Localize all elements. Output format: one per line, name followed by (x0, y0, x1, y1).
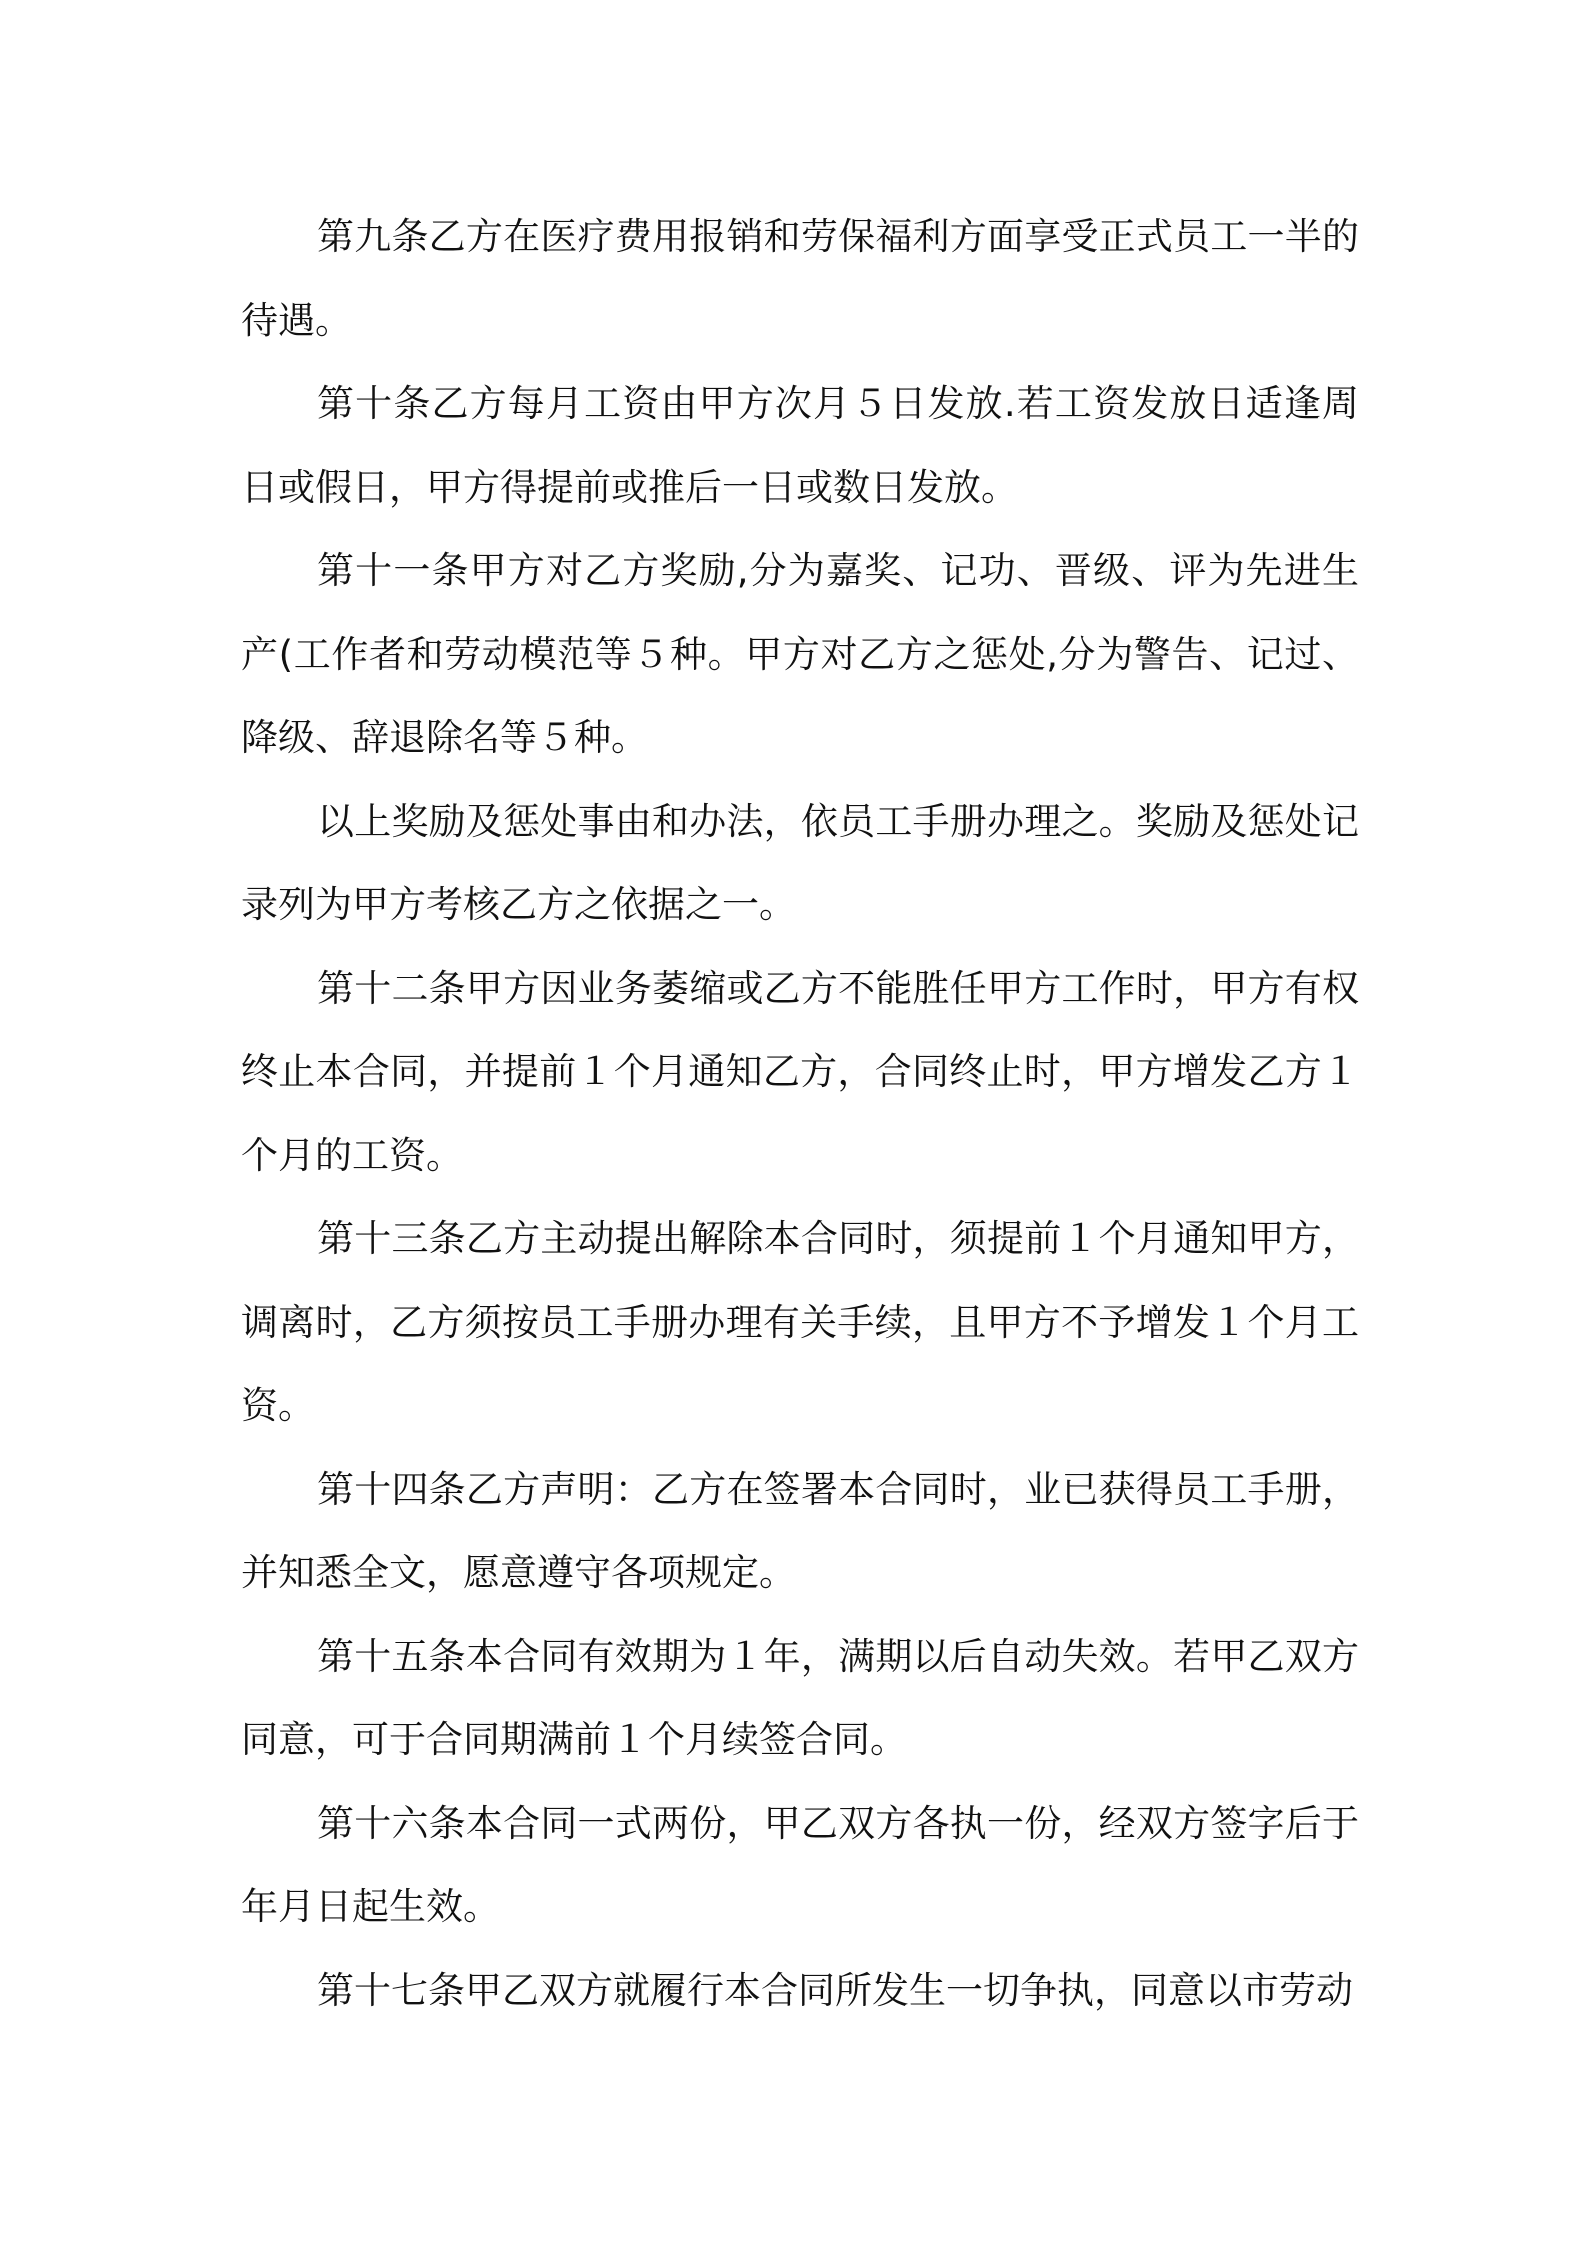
paragraph-article-10: 第十条乙方每月工资由甲方次月５日发放.若工资发放日适逢周日或假日，甲方得提前或推后一日或数日发放。 (241, 382, 1359, 509)
paragraph-article-12: 第十二条甲方因业务萎缩或乙方不能胜任甲方工作时，甲方有权终止本合同，并提前１个月通知乙方，合同终止时，甲方增发乙方１个月的工资。 (241, 966, 1359, 1177)
paragraph-article-9: 第九条乙方在医疗费用报销和劳保福利方面享受正式员工一半的待遇。 (241, 215, 1359, 342)
paragraph-article-13: 第十三条乙方主动提出解除本合同时，须提前１个月通知甲方，调离时，乙方须按员工手册办理有关手续，且甲方不予增发１个月工资。 (241, 1217, 1359, 1427)
paragraph-article-17: 第十七条甲乙双方就履行本合同所发生一切争执，同意以市劳动 (317, 1968, 1353, 2012)
paragraph-article-14: 第十四条乙方声明：乙方在签署本合同时，业已获得员工手册，并知悉全文，愿意遵守各项规定。 (241, 1467, 1359, 1594)
contract-body (241, 195, 1359, 2032)
paragraph-article-15: 第十五条本合同有效期为１年，满期以后自动失效。若甲乙双方同意，可于合同期满前１个月续签合同。 (241, 1634, 1359, 1761)
paragraph-rewards-note: 以上奖励及惩处事由和办法，依员工手册办理之。奖励及惩处记录列为甲方考核乙方之依据之一。 (241, 799, 1359, 926)
paragraph-article-11: 第十一条甲方对乙方奖励,分为嘉奖、记功、晋级、评为先进生产(工作者和劳动模范等５种。甲方对乙方之惩处,分为警告、记过、降级、辞退除名等５种。 (241, 549, 1359, 759)
paragraph-article-16: 第十六条本合同一式两份，甲乙双方各执一份，经双方签字后于年月日起生效。 (241, 1801, 1359, 1928)
